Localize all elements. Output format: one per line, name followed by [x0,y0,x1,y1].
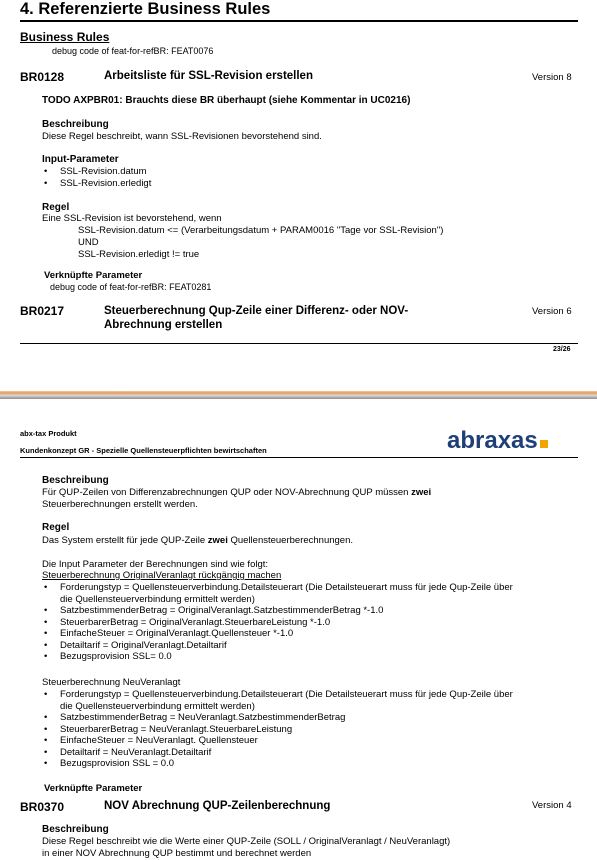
list-item: • EinfacheSteuer = NeuVeranlagt. Quellensteuer [42,735,527,747]
page-separator [0,391,597,399]
br0217-title-line1: Steuerberechnung Qup-Zeile einer Differenz- oder NOV- [104,305,409,317]
br0217-version: Version 6 [532,306,572,317]
cont-beschreibung-text-2: Steuerberechnungen erstellt werden. [42,499,198,510]
list-item: • SatzbestimmenderBetrag = NeuVeranlagt.SatzbestimmenderBetrag [42,712,527,724]
list-item: • SteuerbarerBetrag = OriginalVeranlagt.SteuerbareLeistung *-1.0 [42,617,527,629]
debug-code-top: debug code of feat-for-refBR: FEAT0076 [52,46,214,56]
br0128-beschreibung-heading: Beschreibung [42,119,109,130]
br0128-regel-line: SSL-Revision.datum <= (Verarbeitungsdatum + PARAM0016 "Tage vor SSL-Revision") [78,225,444,236]
br0128-title: Arbeitsliste für SSL-Revision erstellen [104,70,313,82]
header-rule [20,457,578,458]
group1-list [42,582,527,663]
list-item: • SatzbestimmenderBetrag = OriginalVeranlagt.SatzbestimmenderBetrag *-1.0 [42,605,527,617]
list-item: • SSL-Revision.datum [42,166,542,178]
br0128-regel-heading: Regel [42,202,70,213]
page-number: 23/26 [553,346,571,353]
br0370-beschreibung-heading: Beschreibung [42,824,109,835]
br0370-id: BR0370 [20,800,65,814]
list-item: • Detailtarif = NeuVeranlagt.Detailtarif [42,747,527,759]
br0370-title: NOV Abrechnung QUP-Zeilenberechnung [104,800,331,812]
cont-input-intro: Die Input Parameter der Berechnungen sind wie folgt: [42,559,269,570]
br0128-verknuepfte-debug: debug code of feat-for-refBR: FEAT0281 [50,282,212,292]
br0370-beschreibung-line2: in einer NOV Abrechnung QUP bestimmt und berechnet werden [42,848,312,859]
br0128-regel-line: UND [78,237,99,248]
header-product: abx-tax Produkt [20,429,77,438]
group1-heading: Steuerberechnung OriginalVeranlagt rückgängig machen [42,570,282,581]
br0370-beschreibung-line1: Diese Regel beschreibt wie die Werte einer QUP-Zeile (SOLL / OriginalVeranlagt / NeuVeranlagt) [42,836,451,847]
br0128-regel-line: SSL-Revision.erledigt != true [78,249,200,260]
cont-beschreibung-heading: Beschreibung [42,475,109,486]
br0217-id: BR0217 [20,304,65,318]
list-item: • EinfacheSteuer = OriginalVeranlagt.Quellensteuer *-1.0 [42,628,527,640]
section-heading: 4. Referenzierte Business Rules [20,0,271,18]
br0128-regel-line: Eine SSL-Revision ist bevorstehend, wenn [42,213,222,224]
cont-regel-text: Das System erstellt für jede QUP-Zeile zwei Quellensteuerberechnungen. [42,535,354,546]
cont-verknuepfte-heading: Verknüpfte Parameter [44,783,143,794]
heading-rule [20,20,578,22]
cont-beschreibung-text: Für QUP-Zeilen von Differenzabrechnungen QUP oder NOV-Abrechnung QUP müssen zwei [42,487,432,498]
abraxas-logo: abraxas [447,427,548,455]
br0217-title-line2: Abrechnung erstellen [104,319,223,331]
br0370-version: Version 4 [532,800,572,811]
list-item: • Forderungstyp = Quellensteuerverbindung.Detailsteuerart (Die Detailsteuerart muss für jede Qup-Zeile über die Quellensteuerverbindung ermittelt werden) [42,582,527,605]
list-item: • SteuerbarerBetrag = NeuVeranlagt.SteuerbareLeistung [42,724,527,736]
group2-heading: Steuerberechnung NeuVeranlagt [42,677,181,688]
br0128-verknuepfte-heading: Verknüpfte Parameter [44,270,143,281]
list-item: • Bezugsprovision SSL = 0.0 [42,758,527,770]
list-item: • Detailtarif = OriginalVeranlagt.Detailtarif [42,640,527,652]
list-item: • Bezugsprovision SSL= 0.0 [42,651,527,663]
br0128-input-heading: Input-Parameter [42,154,119,165]
business-rules-heading: Business Rules [20,30,110,44]
list-item: • Forderungstyp = Quellensteuerverbindung.Detailsteuerart (Die Detailsteuerart muss für jede Qup-Zeile über die Quellensteuerverbindung ermittelt werden) [42,689,527,712]
br0128-beschreibung-text: Diese Regel beschreibt, wann SSL-Revisionen bevorstehend sind. [42,131,322,142]
br0128-input-list [42,166,542,189]
br0128-todo: TODO AXPBR01: Brauchts diese BR überhaupt (siehe Kommentar in UC0216) [42,95,411,106]
cont-regel-heading: Regel [42,522,70,533]
header-doc-title: Kundenkonzept GR - Spezielle Quellensteuerpflichten bewirtschaften [20,446,267,455]
page-footer-rule [20,343,578,344]
list-item: • SSL-Revision.erledigt [42,178,542,190]
br0128-version: Version 8 [532,72,572,83]
br0128-id: BR0128 [20,70,65,84]
group2-list [42,689,527,770]
